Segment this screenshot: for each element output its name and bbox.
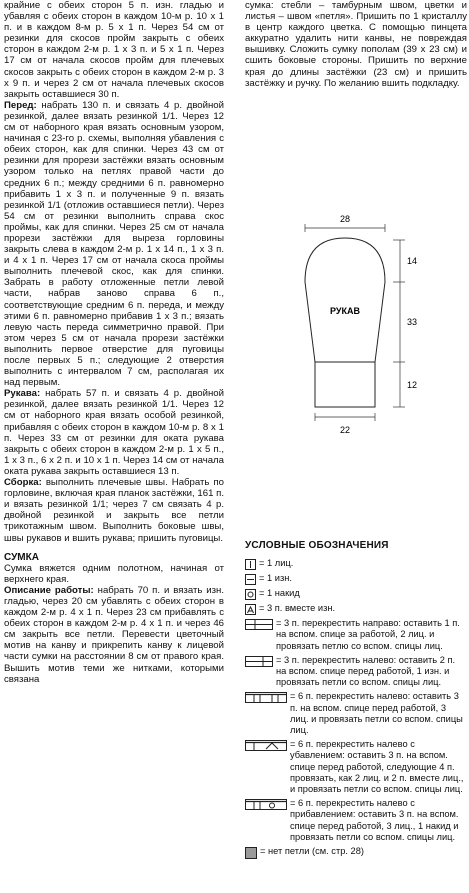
front-paragraph	[4, 100, 224, 388]
three-together-purl-icon	[245, 604, 256, 615]
cap-height-label: 14	[407, 256, 418, 266]
sleeve-pattern-diagram	[245, 210, 467, 450]
sleeves-text: набрать 57 п. и связать 4 р. двойной резинкой, далее вязать резинкой 1/1. Через 12 см от наборного края вязать особой резинкой, прибавляя с обеих сторон в каждом 10-м р. 8 х 1 п. Через 33 см от резинки для оката рукава закрыть с обеих сторон в каждом 2-м р. 1 х 5 п., 1 х 3 п., 6 х 2 п. и 10 х 1 п. Через 14 см от начала оката рукава закрыть оставшиеся 13 п.	[4, 388, 224, 477]
assembly-text: выполнить плечевые швы. Набрать по горловине, включая края планок застёжки, 161 п. и вязать резинкой 1/1; через 7 см связать 4 р. двойной резинкой и закрыть все петли трикотажным швом. Выполнить боковые швы, швы рукавов и вшить рукава; пришить пуговицы.	[4, 477, 224, 544]
sleeves-title: Рукава:	[4, 388, 41, 400]
legend-item: = 3 п. перекрестить налево: оставить 2 п. на вспом. спице перед работой, 1 изн. и провязать петли со вспом. спицы лиц.	[245, 655, 467, 689]
cross-right-3-icon	[245, 619, 273, 630]
yarn-over-icon	[245, 589, 256, 600]
bottom-width-label: 22	[339, 425, 351, 435]
sleeve-outline	[305, 238, 385, 407]
cross-left-decrease-icon	[245, 740, 287, 751]
legend-item: = 1 изн.	[245, 573, 467, 585]
work-paragraph	[4, 585, 224, 685]
bag-heading: СУМКА	[4, 551, 39, 563]
body-height-label: 33	[407, 317, 418, 327]
left-column	[4, 0, 224, 685]
back-continuation-text: крайние с обеих сторон 5 п. изн. гладью и убавляя с обеих сторон в каждом 10-м р. 10 х 1 п. и в каждом 8-м р. 5 х 1 п. Через 54 см от резинки для скосов пройм закрыть с обеих сторон в каждом 2-м р. 1 х 3 п. и 5 х 1 п. Через 17 см от начала скосов пройм для плечевых скосов закрыть с обеих сторон в каждом 2-м р. 3 х 9 п. и через 2 см от начала плечевых скосов закрыть оставшиеся 30 п.	[4, 0, 224, 100]
front-text: набрать 130 п. и связать 4 р. двойной резинкой, далее вязать резинкой 1/1. Через 12 см от наборного края вязать основным узором, начиная с 23-го р. схемы, выполняя убавления с обеих сторон, как для спинки. Через 43 см от резинки для прорези застёжки вязать основным узором только на петлях правой части до средних 6 п.; между средними 6 п. равномерно прибавить 1 х 3 п. и полученные 9 п. вязать резинкой 1/1 (отложив оставшиеся петли). Через 54 см от резинки выполнить справа скос проймы, как для спинки. Через 25 см от начала прорези застёжки для выреза горловины закрыть слева в каждом 2-м р. 1 х 14 п., 1 х 3 п. и 4 х 1 п. Через 17 см от начала скоса проймы выполнить плечевой скос, как для спинки. Забрать в работу отложенные петли левой части, набрав заново справа 6 п., соответствующие средним 6 п. переда, и между этими 6 п. равномерно прибавив 1 х 3 п.; вязать левую часть переда симметрично правой. При этом через 5 см от начала прорези застёжки выполнить первое отверстие для пуговицы после первых 5 п.; следующие 2 отверстия выполнить с интервалом 7 см, располагая их над первым.	[4, 99, 224, 389]
knit-stitch-icon	[245, 559, 256, 570]
legend-item: = 1 накид	[245, 588, 467, 600]
legend-item: = 3 п. перекрестить направо: оставить 1 п. на вспом. спице за работой, 2 лиц. и провязать петлю со вспом. спицы лиц.	[245, 618, 467, 652]
front-title: Перед:	[4, 99, 37, 111]
sleeves-paragraph	[4, 388, 224, 477]
legend-item: = 3 п. вместе изн.	[245, 603, 467, 615]
work-text: набрать 70 п. и вязать изн. гладью, через 20 см убавлять с обеих сторон в каждом 2-м р. 4 х 1 п. Через 23 см прибавлять с обеих сторон в каждом 2-м р. 4 х 1 п. и через 46 см закрыть все петли. Перевести цветочный мотив на канву и прикрепить канву к лицевой части сумки на расстоянии 8 см от правого края. Вышить мотив теми же нитками, которыми связана	[4, 584, 225, 685]
top-width-label: 28	[339, 214, 351, 224]
purl-stitch-icon	[245, 574, 256, 585]
legend-item: = нет петли (см. стр. 28)	[245, 846, 467, 859]
cross-left-6-icon	[245, 692, 287, 703]
legend-item: = 6 п. перекрестить налево с убавлением: оставить 3 п. на вспом. спице перед работой, следующие 4 п. провязать, как 2 лиц. и 2 п. вместе лиц., и провязать петли со вспом. спицы лиц.	[245, 739, 467, 795]
legend-title: УСЛОВНЫЕ ОБОЗНАЧЕНИЯ	[245, 540, 389, 551]
right-column	[245, 0, 467, 89]
work-title: Описание работы:	[4, 584, 94, 596]
cross-left-3-icon	[245, 656, 273, 667]
cross-left-increase-icon	[245, 799, 287, 810]
bag-intro: Сумка вяжется одним полотном, начиная от верхнего края.	[4, 562, 224, 585]
legend	[245, 540, 467, 862]
cuff-height-label: 12	[407, 380, 418, 390]
assembly-title: Сборка:	[4, 477, 42, 489]
sleeve-label: РУКАВ	[330, 306, 360, 316]
no-stitch-icon	[245, 847, 257, 859]
legend-item: = 1 лиц.	[245, 558, 467, 570]
legend-item: = 6 п. перекрестить налево: оставить 3 п. на вспом. спице перед работой, 3 лиц. и провязать петли со вспом. спицы лиц.	[245, 691, 467, 736]
bag-continuation-text: сумка: стебли – тамбурным швом, цветки и листья – швом «петля». Пришить по 1 кристаллу в центр каждого цветка. С помощью пинцета аккуратно удалить нити канвы, не повреждая вышивку. Сложить сумку пополам (39 х 23 см) и сшить боковые стороны. Пришить по верхние края до длины застёжки (23 см) и пришить застёжку и ручку. По желанию вшить подкладку.	[245, 0, 467, 89]
legend-item: = 6 п. перекрестить налево с прибавлением: оставить 3 п. на вспом. спице перед работой, 3 лиц., 1 накид и провязать петли со вспом. спицы лиц.	[245, 798, 467, 843]
assembly-paragraph	[4, 477, 224, 544]
